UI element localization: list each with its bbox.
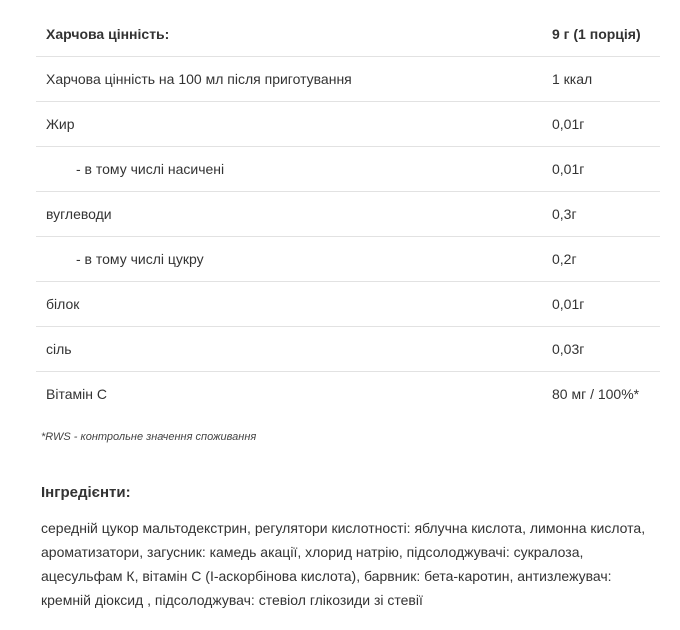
nutrient-value: 0,01г [548, 102, 660, 147]
nutrition-header-label: Харчова цінність: [36, 12, 548, 57]
nutrient-name: Харчова цінність на 100 мл після приготування [36, 57, 548, 102]
nutrition-row-salt [36, 327, 660, 372]
nutrient-name: сіль [36, 327, 548, 372]
rws-footnote: *RWS - контрольне значення споживання [41, 431, 257, 443]
nutrition-row-protein [36, 282, 660, 327]
ingredients-heading: Інгредієнти: [41, 484, 131, 501]
nutrient-value: 0,01г [548, 282, 660, 327]
nutrition-row-saturated-fat [36, 147, 660, 192]
nutrient-name: - в тому числі насичені [36, 147, 548, 192]
nutrient-name: - в тому числі цукру [36, 237, 548, 282]
nutrient-name: Вітамін С [46, 386, 107, 402]
nutrition-row-energy [36, 57, 660, 102]
nutrient-value: 0,01г [548, 147, 660, 192]
nutrient-value: 0,2г [548, 237, 660, 282]
nutrient-name: вуглеводи [36, 192, 548, 237]
nutrition-row-carbohydrates [36, 192, 660, 237]
nutrition-table [36, 12, 660, 416]
nutrition-row-vitamin-c [36, 372, 660, 417]
nutrition-header-serving: 9 г (1 порція) [548, 12, 660, 57]
nutrient-value: 0,3г [548, 192, 660, 237]
ingredients-text: середній цукор мальтодекстрин, регулятори кислотності: яблучна кислота, лимонна кислота, ароматизатори, загусник: камедь акації, хлорид натрію, підсолоджувачі: сукралоза, ацесульфам К, вітамін С (І-аскорбінова кислота), барвник: бета-каротин, антизлежувач: кремній діоксид , підсолоджувач: стевіол глікозиди зі стевії [41, 520, 646, 608]
nutrient-name: Жир [36, 102, 548, 147]
nutrient-value: 80 мг / 100%* [552, 386, 640, 402]
nutrient-value: 1 ккал [548, 57, 660, 102]
nutrient-name: білок [36, 282, 548, 327]
nutrition-header-row [36, 12, 660, 57]
nutrition-row-sugars [36, 237, 660, 282]
nutrition-row-fat [36, 102, 660, 147]
nutrient-value: 0,03г [548, 327, 660, 372]
